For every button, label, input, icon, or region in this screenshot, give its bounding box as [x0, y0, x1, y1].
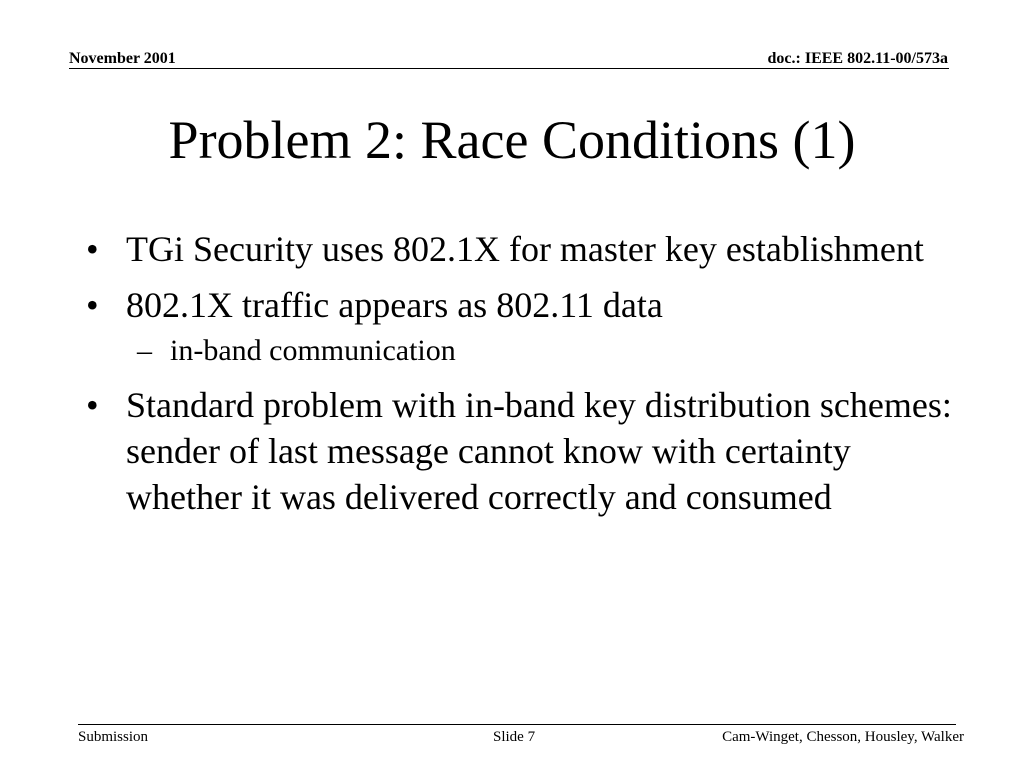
bullet-item	[86, 226, 966, 272]
header-date: November 2001	[69, 50, 176, 67]
bullet-item	[86, 382, 966, 520]
header-doc-id: doc.: IEEE 802.11-00/573a	[767, 50, 948, 67]
bullet-marker: •	[86, 229, 99, 269]
footer-slide-number: Slide 7	[493, 729, 536, 745]
sub-bullet-marker: –	[137, 334, 152, 367]
slide-body	[86, 226, 966, 530]
sub-bullet-item	[86, 332, 966, 370]
footer-authors: Cam-Winget, Chesson, Housley, Walker	[722, 729, 964, 745]
bullet-marker: •	[86, 285, 99, 325]
bullet-text: TGi Security uses 802.1X for master key establishment	[126, 229, 924, 269]
bullet-marker: •	[86, 385, 99, 425]
sub-bullet-text: in-band communication	[170, 334, 456, 367]
header-divider	[69, 68, 949, 69]
bullet-text: 802.1X traffic appears as 802.11 data	[126, 285, 663, 325]
footer-divider	[78, 724, 956, 725]
bullet-item	[86, 282, 966, 328]
bullet-text: Standard problem with in-band key distribution schemes: sender of last message cannot know with certainty whether it was delivered correctly and consumed	[126, 385, 952, 517]
slide-title: Problem 2: Race Conditions (1)	[168, 110, 856, 170]
footer-submission: Submission	[78, 729, 149, 745]
